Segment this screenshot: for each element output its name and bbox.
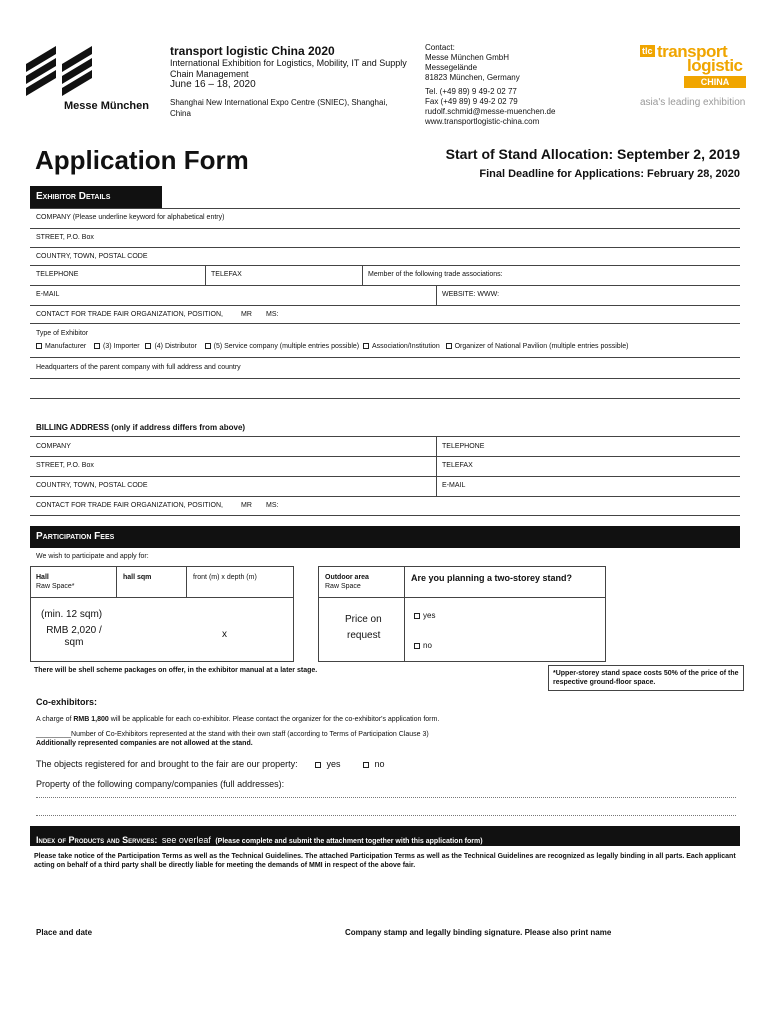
fees-section-bar (30, 526, 740, 548)
event-venue: Shanghai New International Expo Centre (SNIEC), Shanghai, China (170, 98, 388, 118)
member-associations-label: Member of the following trade associations: (368, 271, 503, 278)
type-service-company[interactable]: (5) Service company (multiple entries possible) (205, 343, 360, 350)
price-on: Price on (345, 614, 382, 625)
contact-person-label: CONTACT FOR TRADE FAIR ORGANIZATION, POSITION, (36, 311, 223, 318)
type-association[interactable]: Association/Institution (363, 343, 440, 350)
billing-country-field[interactable] (30, 496, 740, 497)
hall-sqm-label: hall sqm (123, 574, 152, 581)
min-sqm: (min. 12 sqm) (41, 609, 103, 620)
property-field-2[interactable] (36, 815, 736, 816)
billing-company-field[interactable] (30, 456, 740, 457)
logo-tagline: asia's leading exhibition (640, 97, 746, 108)
billing-contact-field[interactable] (30, 515, 740, 516)
contact-web[interactable]: www.transportlogistic-china.com (425, 117, 540, 126)
headquarters-field-2[interactable] (30, 398, 740, 399)
messe-muenchen-logo (26, 44, 149, 119)
email-label: E-MAIL (36, 291, 60, 298)
billing-mr-label[interactable]: MR (241, 502, 252, 509)
outdoor-label: Outdoor area (325, 574, 369, 581)
billing-street-label: STREET, P.O. Box (36, 462, 94, 469)
country-label: COUNTRY, TOWN, POSTAL CODE (36, 253, 148, 260)
stand-allocation-date: Start of Stand Allocation: September 2, 2019 (445, 146, 740, 162)
contact-tel: Tel. (+49 89) 9 49-2 02 77 (425, 87, 517, 96)
final-deadline: Final Deadline for Applications: February 28, 2020 (479, 168, 740, 180)
contact-address2: 81823 München, Germany (425, 73, 520, 82)
index-note: (Please complete and submit the attachment together with this application form) (215, 838, 483, 845)
brand-name: Messe München (64, 100, 149, 112)
checkbox-icon[interactable] (414, 643, 420, 649)
property-of-label: Property of the following company/companies (full addresses): (36, 779, 285, 789)
raw-space-label: Raw Space* (36, 583, 75, 590)
exhibitor-section-bar (30, 186, 162, 208)
website-label: WEBSITE: WWW: (442, 291, 500, 298)
type-national-pavilion[interactable]: Organizer of National Pavilion (multiple entries possible) (446, 343, 629, 350)
mr-label[interactable]: MR (241, 311, 252, 318)
index-section-bar (30, 826, 740, 846)
two-storey-yes[interactable]: yes (414, 611, 435, 620)
hall-table (30, 566, 294, 662)
type-importer[interactable]: (3) Importer (94, 343, 140, 350)
checkbox-icon[interactable] (363, 762, 369, 768)
exhibitor-section-title: Exhibitor Details (36, 191, 111, 202)
street-label: STREET, P.O. Box (36, 234, 94, 241)
checkbox-icon[interactable] (94, 343, 100, 349)
event-subtitle: International Exhibition for Logistics, Mobility, IT and Supply Chain Management (170, 58, 407, 79)
place-date-label: Place and date (36, 928, 93, 937)
billing-company-label: COMPANY (36, 443, 71, 450)
billing-ms-label[interactable]: MS: (266, 502, 279, 509)
checkbox-icon[interactable] (363, 343, 369, 349)
fees-intro: We wish to participate and apply for: (36, 553, 149, 560)
logo-word-transport: transport (657, 42, 728, 61)
checkbox-icon[interactable] (36, 343, 42, 349)
billing-telefax-label: TELEFAX (442, 462, 473, 469)
telephone-label: TELEPHONE (36, 271, 79, 278)
multiply-x: x (222, 629, 227, 640)
event-title: transport logistic China 2020 (170, 44, 335, 58)
billing-country-label: COUNTRY, TOWN, POSTAL CODE (36, 482, 148, 489)
company-label: COMPANY (Please underline keyword for alphabetical entry) (36, 214, 225, 221)
two-storey-question: Are you planning a two-storey stand? (411, 573, 573, 583)
hall-price: RMB 2,020 / sqm (46, 625, 102, 648)
headquarters-field-1[interactable] (30, 378, 740, 379)
billing-telephone-label: TELEPHONE (442, 443, 485, 450)
company-field[interactable] (30, 228, 740, 229)
contact-label: Contact: (425, 43, 455, 52)
contact-address1: Messegelände (425, 63, 478, 72)
contact-email[interactable]: rudolf.schmid@messe-muenchen.de (425, 107, 556, 116)
exhibitor-type-label: Type of Exhibitor (36, 330, 89, 337)
type-distributor[interactable]: (4) Distributor (145, 343, 196, 350)
coexhibitor-restriction: Additionally represented companies are not allowed at the stand. (36, 740, 253, 747)
outdoor-raw-label: Raw Space (325, 583, 361, 590)
billing-title: BILLING ADDRESS (only if address differs from above) (36, 423, 246, 432)
price-request: request (347, 630, 381, 641)
checkbox-icon[interactable] (414, 613, 420, 619)
page-title: Application Form (35, 145, 249, 175)
contact-person-field[interactable] (30, 323, 740, 324)
coexhibitors-title: Co-exhibitors: (36, 697, 98, 707)
contact-block (425, 43, 555, 127)
billing-contact-label: CONTACT FOR TRADE FAIR ORGANIZATION, POSITION, (36, 502, 223, 509)
signature-label: Company stamp and legally binding signature. Please also print name (345, 928, 612, 937)
checkbox-icon[interactable] (205, 343, 211, 349)
terms-notice: Please take notice of the Participation Terms as well as the Technical Guidelines. The attached Participation Terms as well as the Technical Guidelines are recognized as legally binding in all parts. Each applicant acting on behalf of a third party shall be directly liable for meeting the demands of MMI in respect of the above fair. (34, 853, 736, 869)
contact-fax: Fax (+49 89) 9 49-2 02 79 (425, 97, 518, 106)
property-yes[interactable]: yes (315, 759, 341, 769)
outdoor-table (318, 566, 606, 662)
billing-email-label: E-MAIL (442, 482, 466, 489)
country-field[interactable] (30, 265, 740, 266)
index-title: Index of Products and Services: (36, 835, 158, 845)
ms-label[interactable]: MS: (266, 311, 279, 318)
index-see-overleaf: see overleaf (161, 835, 211, 845)
tlc-badge: tlc (642, 46, 653, 56)
two-storey-no[interactable]: no (414, 641, 432, 650)
front-depth-label: front (m) x depth (m) (193, 574, 257, 581)
upper-storey-note: *Upper-storey stand space costs 50% of the price of the respective ground-floor space. (548, 665, 744, 691)
transport-logistic-logo (640, 42, 750, 112)
property-field-1[interactable] (36, 797, 736, 798)
shell-scheme-note: There will be shell scheme packages on offer, in the exhibitor manual at a later stage. (34, 667, 318, 674)
billing-street-field[interactable] (30, 476, 740, 477)
telefax-label: TELEFAX (211, 271, 242, 278)
hall-label: Hall (36, 574, 49, 581)
checkbox-icon[interactable] (145, 343, 151, 349)
coexhibitor-charge: A charge of RMB 1,800 will be applicable for each co-exhibitor. Please contact the organizer for the co-exhibitor's application form. (36, 716, 440, 723)
event-dates: June 16 – 18, 2020 (170, 79, 256, 90)
headquarters-label: Headquarters of the parent company with full address and country (36, 364, 241, 371)
type-manufacturer[interactable]: Manufacturer (36, 343, 86, 350)
exhibitor-type-options (36, 343, 628, 350)
contact-company: Messe München GmbH (425, 53, 510, 62)
property-no[interactable]: no (363, 759, 385, 769)
telephone-field[interactable] (30, 285, 740, 286)
checkbox-icon[interactable] (315, 762, 321, 768)
coexhibitor-number-line[interactable]: _________Number of Co-Exhibitors represented at the stand with their own staff (according to Terms of Participation Clause 3) (36, 731, 429, 738)
email-field[interactable] (30, 305, 740, 306)
street-field[interactable] (30, 247, 740, 248)
checkbox-icon[interactable] (446, 343, 452, 349)
logo-word-logistic: logistic (687, 56, 743, 75)
property-question: The objects registered for and brought to the fair are our property: (36, 759, 298, 769)
messe-logo-stripes-icon (26, 44, 106, 102)
fees-section-title: Participation Fees (36, 531, 115, 542)
logo-china-bar: CHINA (684, 76, 746, 88)
